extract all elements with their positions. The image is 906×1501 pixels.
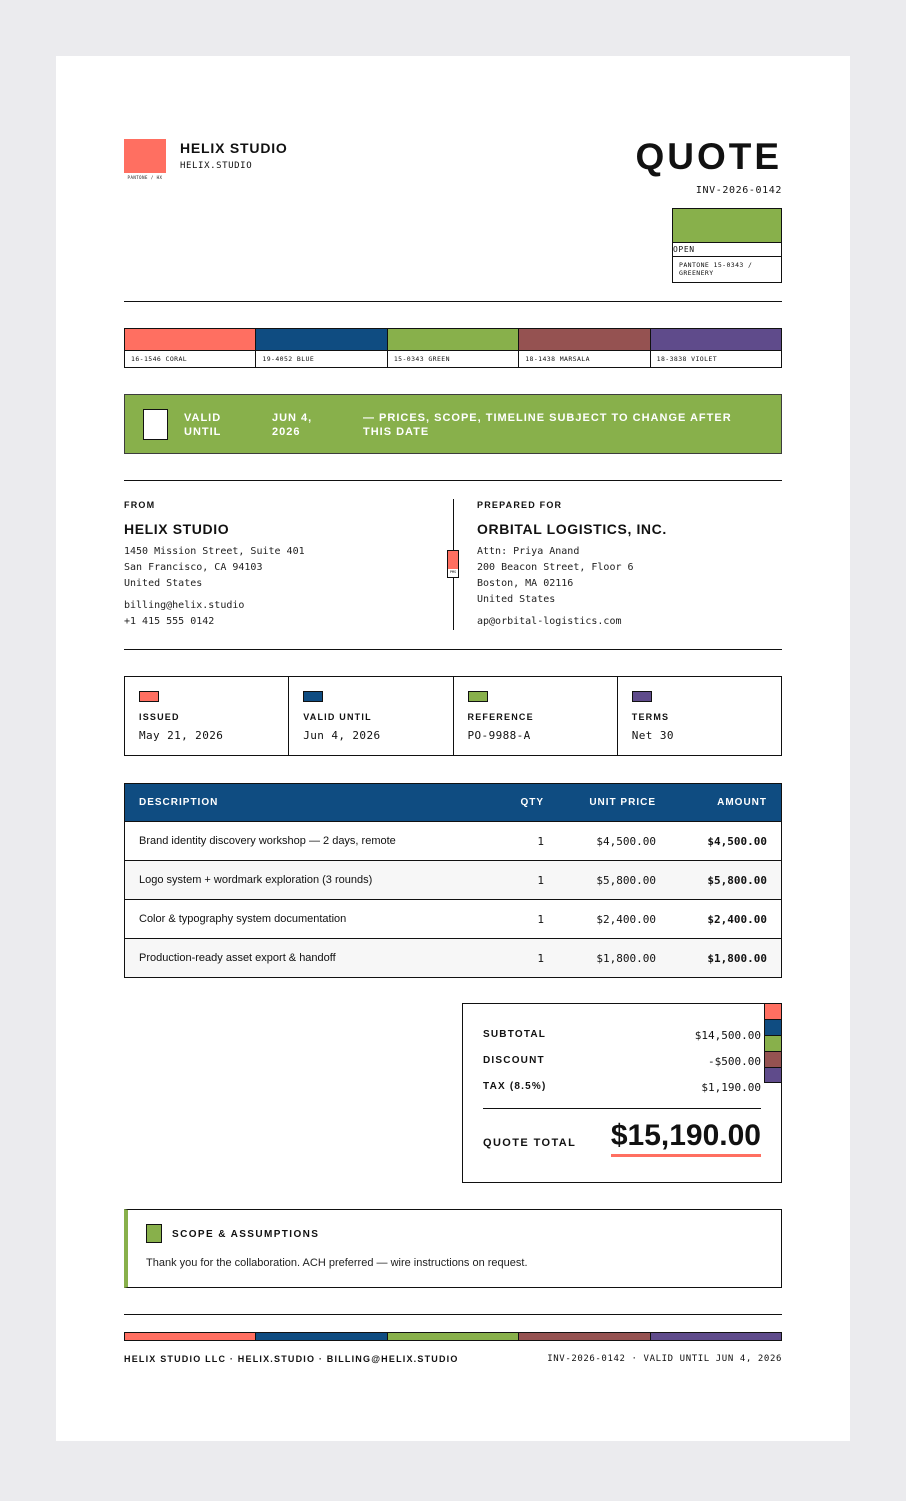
from-address (124, 544, 305, 592)
notes-body: Thank you for the collaboration. ACH preferred — wire instructions on request. (146, 1257, 528, 1269)
palette-swatch (519, 329, 649, 351)
meta-cell-issued (125, 677, 289, 755)
table-row (125, 900, 781, 939)
address-line: Boston, MA 02116 (477, 578, 574, 589)
palette-cell (125, 329, 256, 367)
palette-cell (519, 329, 650, 367)
meta-value: PO-9988-A (467, 729, 531, 742)
table-row (125, 861, 781, 900)
meta-value: May 21, 2026 (139, 729, 224, 742)
meta-label: ISSUED (139, 712, 180, 722)
palette-cell (256, 329, 387, 367)
to-name: ORBITAL LOGISTICS, INC. (477, 521, 667, 537)
notes-swatch (146, 1224, 162, 1243)
meta-swatch (468, 691, 488, 702)
tax-label: TAX (8.5%) (483, 1081, 547, 1092)
palette-label: 18-3838 VIOLET (656, 355, 718, 363)
address-line: San Francisco, CA 94103 (124, 562, 263, 573)
row-qty: 1 (537, 835, 544, 848)
grand-total-value: $15,190.00 (611, 1118, 761, 1157)
address-line: 1450 Mission Street, Suite 401 (124, 546, 305, 557)
row-qty: 1 (537, 952, 544, 965)
footer-color-strip (124, 1332, 782, 1341)
column-header-unit-price: UNIT PRICE (589, 797, 656, 808)
meta-swatch (303, 691, 323, 702)
validity-banner (124, 394, 782, 454)
palette-label: 15-0343 GREEN (393, 355, 450, 363)
palette-label: 18-1438 MARSALA (525, 355, 590, 363)
meta-grid (124, 676, 782, 756)
logo-swatch (124, 139, 166, 173)
stack-swatch (764, 1067, 782, 1083)
to-contact (477, 614, 622, 630)
meta-cell-terms (618, 677, 781, 755)
status-pantone: PANTONE 15-0343 / GREENERY (673, 256, 781, 282)
brand-name: HELIX STUDIO (180, 140, 288, 156)
banner-label: VALID UNTIL (184, 412, 222, 438)
footer-reference: INV-2026-0142 · VALID UNTIL JUN 4, 2026 (547, 1354, 782, 1364)
quote-document (56, 56, 850, 1441)
divider (124, 649, 782, 650)
status-swatch (673, 209, 781, 243)
row-amount: $5,800.00 (707, 874, 767, 887)
row-unit-price: $2,400.00 (596, 913, 656, 926)
divider (124, 480, 782, 481)
divider-chip-label: PMS (449, 570, 457, 574)
row-unit-price: $5,800.00 (596, 874, 656, 887)
totals-color-stack (764, 1003, 782, 1083)
to-address (477, 544, 634, 608)
stack-swatch (764, 1003, 782, 1019)
grand-total-label: QUOTE TOTAL (483, 1137, 577, 1149)
table-row (125, 939, 781, 977)
footer-swatch (388, 1333, 519, 1340)
table-header (125, 784, 781, 822)
row-description: Logo system + wordmark exploration (3 rounds) (139, 874, 373, 886)
meta-cell-reference (454, 677, 618, 755)
email-link[interactable]: billing@helix.studio (124, 600, 245, 611)
discount-value: -$500.00 (708, 1055, 761, 1068)
divider-chip (447, 550, 459, 578)
footer-swatch (519, 1333, 650, 1340)
row-qty: 1 (537, 913, 544, 926)
row-amount: $2,400.00 (707, 913, 767, 926)
status-card (672, 208, 782, 283)
row-qty: 1 (537, 874, 544, 887)
from-contact (124, 598, 244, 630)
totals-box (462, 1003, 782, 1183)
row-amount: $4,500.00 (707, 835, 767, 848)
banner-note: — PRICES, SCOPE, TIMELINE SUBJECT TO CHANGE AFTER THIS DATE (363, 412, 732, 438)
notes-title: SCOPE & ASSUMPTIONS (172, 1229, 320, 1240)
address-line: Attn: Priya Anand (477, 546, 580, 557)
status-label: OPEN (673, 245, 695, 254)
palette-swatch (388, 329, 518, 351)
totals-divider (483, 1108, 761, 1109)
divider (124, 301, 782, 302)
stack-swatch (764, 1035, 782, 1051)
discount-label: DISCOUNT (483, 1055, 545, 1066)
meta-label: VALID UNTIL (303, 712, 372, 722)
meta-value: Jun 4, 2026 (303, 729, 381, 742)
stack-swatch (764, 1019, 782, 1035)
from-label: FROM (124, 500, 156, 510)
palette-swatch (125, 329, 255, 351)
address-line: 200 Beacon Street, Floor 6 (477, 562, 634, 573)
footer-swatch (125, 1333, 256, 1340)
meta-cell-valid-until (289, 677, 453, 755)
checkbox-icon (143, 409, 168, 440)
divider (124, 1314, 782, 1315)
address-line: United States (477, 594, 556, 605)
email-link[interactable]: ap@orbital-logistics.com (477, 616, 622, 627)
line-items-table (124, 783, 782, 978)
row-description: Brand identity discovery workshop — 2 days, remote (139, 835, 396, 847)
meta-label: REFERENCE (467, 712, 534, 722)
banner-date: JUN 4, 2026 (272, 412, 313, 438)
brand-url: HELIX.STUDIO (180, 161, 253, 171)
palette-cell (651, 329, 781, 367)
divider-chip-swatch (448, 551, 458, 569)
document-number: INV-2026-0142 (695, 185, 782, 196)
subtotal-label: SUBTOTAL (483, 1029, 547, 1040)
column-header-qty: QTY (520, 797, 544, 808)
palette-label: 16-1546 CORAL (131, 355, 188, 363)
footer-company: HELIX STUDIO LLC · HELIX.STUDIO · BILLING@HELIX.STUDIO (124, 1354, 459, 1364)
palette-cell (388, 329, 519, 367)
logo-caption: PANTONE / HX (127, 175, 163, 180)
palette-label: 19-4052 BLUE (262, 355, 315, 363)
document-title: QUOTE (635, 136, 782, 177)
tax-value: $1,190.00 (701, 1081, 761, 1094)
footer-swatch (651, 1333, 781, 1340)
footer-swatch (256, 1333, 387, 1340)
notes-box (124, 1209, 782, 1288)
palette-strip (124, 328, 782, 368)
column-header-description: DESCRIPTION (139, 797, 219, 808)
row-unit-price: $4,500.00 (596, 835, 656, 848)
table-row (125, 822, 781, 861)
palette-swatch (651, 329, 781, 351)
palette-swatch (256, 329, 386, 351)
meta-swatch (139, 691, 159, 702)
stack-swatch (764, 1051, 782, 1067)
row-unit-price: $1,800.00 (596, 952, 656, 965)
column-header-amount: AMOUNT (717, 797, 767, 808)
meta-value: Net 30 (631, 729, 674, 742)
meta-swatch (632, 691, 652, 702)
phone-link[interactable]: +1 415 555 0142 (124, 616, 215, 627)
to-label: PREPARED FOR (477, 500, 563, 510)
row-amount: $1,800.00 (707, 952, 767, 965)
row-description: Color & typography system documentation (139, 913, 347, 925)
row-description: Production-ready asset export & handoff (139, 952, 336, 964)
meta-label: TERMS (631, 712, 670, 722)
from-name: HELIX STUDIO (124, 521, 230, 537)
subtotal-value: $14,500.00 (694, 1029, 761, 1042)
address-line: United States (124, 578, 203, 589)
